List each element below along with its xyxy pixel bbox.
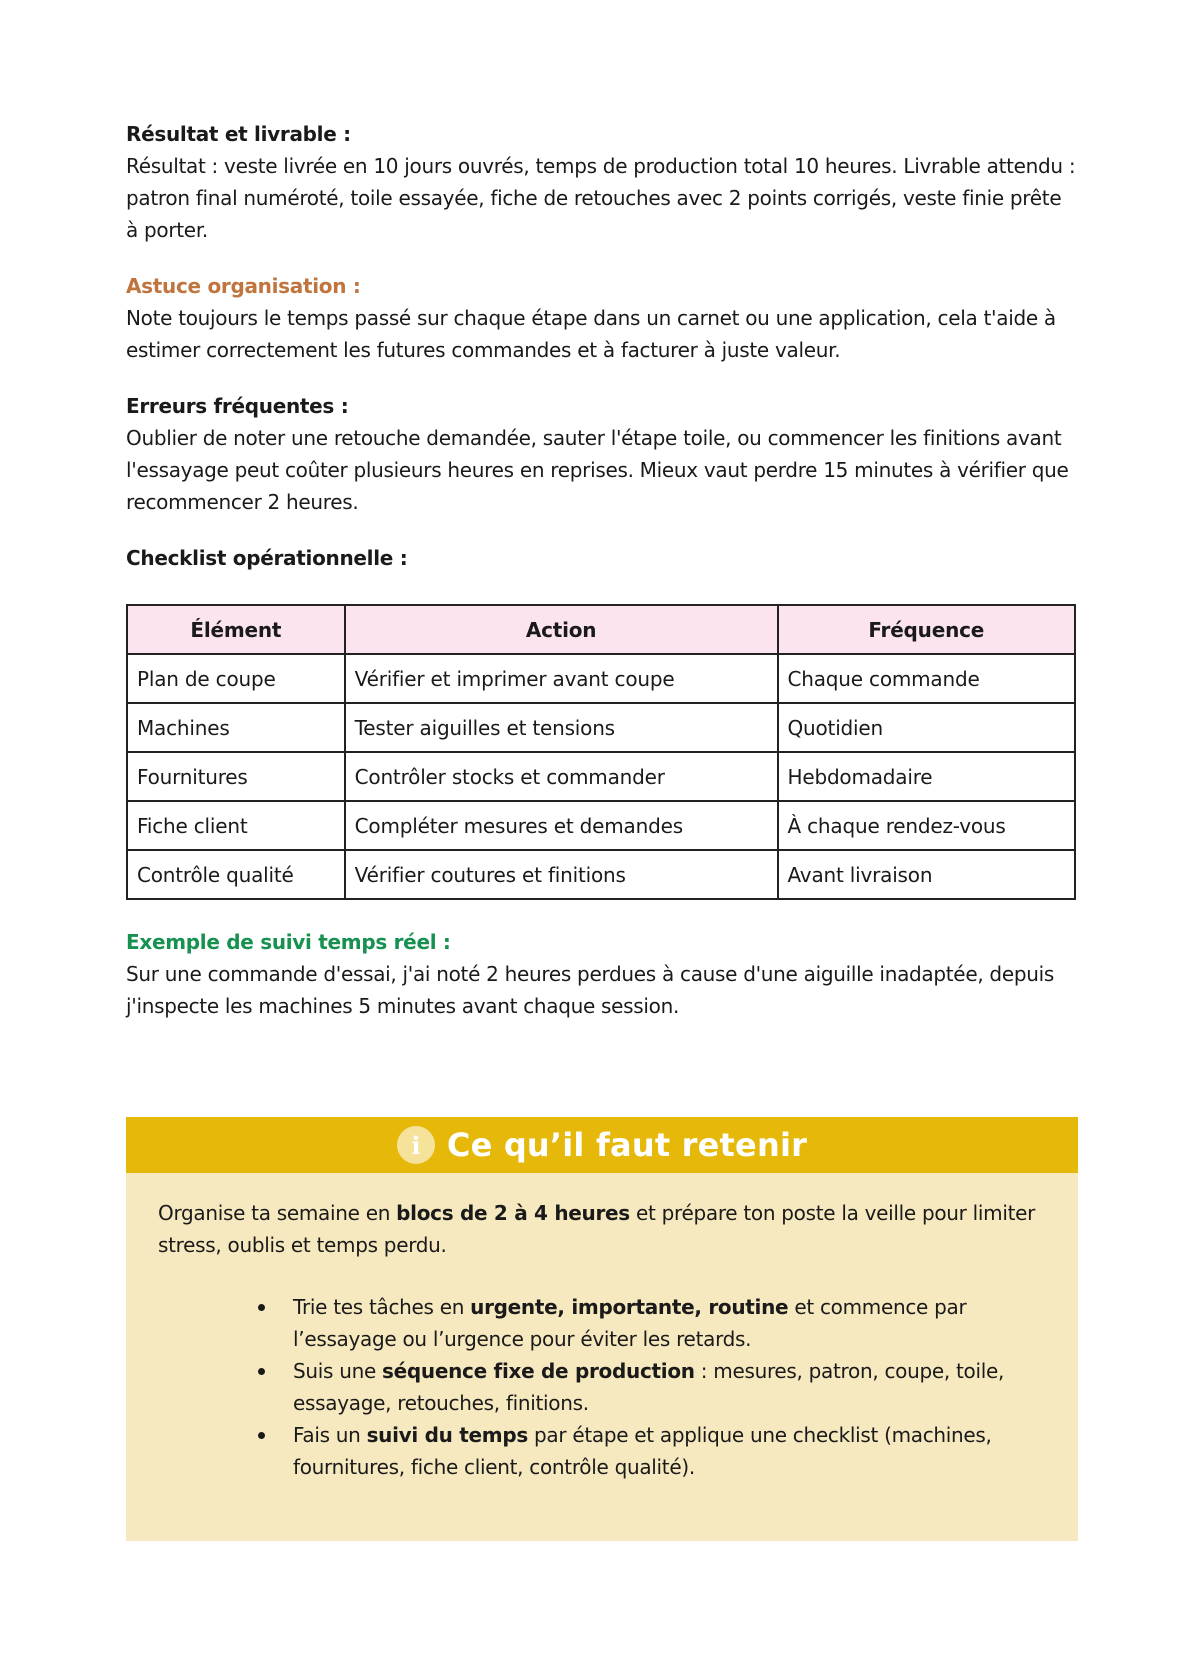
table-row — [127, 654, 1075, 703]
intro-bold: blocs de 2 à 4 heures — [396, 1201, 630, 1225]
point-text: : mesures, patron, coupe, toile, essayage, retouches, finitions. — [293, 1359, 1005, 1415]
point-text: et commence par l’essayage ou l’urgence pour éviter les retards. — [293, 1295, 967, 1351]
retenir-title: Ce qu’il faut retenir — [446, 1126, 808, 1164]
retenir-box — [126, 1117, 1078, 1541]
intro-text: et prépare ton poste la veille pour limiter stress, oublis et temps perdu. — [158, 1201, 1036, 1257]
checklist-section — [126, 542, 1076, 900]
resultat-text: Résultat : veste livrée en 10 jours ouvrés, temps de production total 10 heures. Livrable attendu : patron final numéroté, toile essayée, fiche de retouches avec 2 points corrigés, veste finie prête à porter. — [126, 154, 1076, 242]
astuce-text: Note toujours le temps passé sur chaque étape dans un carnet ou une application, cela t'aide à estimer correctement les futures commandes et à facturer à juste valeur. — [126, 306, 1056, 362]
list-item — [293, 1419, 1046, 1483]
astuce-section — [126, 270, 1076, 366]
retenir-header — [126, 1117, 1078, 1173]
table-row — [127, 752, 1075, 801]
erreurs-heading: Erreurs fréquentes : — [126, 394, 349, 418]
resultat-heading: Résultat et livrable : — [126, 122, 351, 146]
table-cell: Plan de coupe — [127, 654, 345, 703]
point-text: Trie tes tâches en — [293, 1295, 471, 1319]
column-header-element: Élément — [127, 605, 345, 654]
column-header-frequence: Fréquence — [778, 605, 1076, 654]
exemple-text: Sur une commande d'essai, j'ai noté 2 heures perdues à cause d'une aiguille inadaptée, depuis j'inspecte les machines 5 minutes avant chaque session. — [126, 962, 1054, 1018]
table-cell: Fiche client — [127, 801, 345, 850]
table-cell: À chaque rendez-vous — [778, 801, 1076, 850]
resultat-section — [126, 118, 1076, 246]
table-row — [127, 703, 1075, 752]
table-cell: Hebdomadaire — [778, 752, 1076, 801]
point-text: par étape et applique une checklist (machines, fournitures, fiche client, contrôle qualité). — [293, 1423, 992, 1479]
table-cell: Tester aiguilles et tensions — [345, 703, 778, 752]
table-cell: Vérifier coutures et finitions — [345, 850, 778, 899]
retenir-intro — [158, 1197, 1046, 1261]
table-cell: Vérifier et imprimer avant coupe — [345, 654, 778, 703]
exemple-heading: Exemple de suivi temps réel : — [126, 930, 451, 954]
table-cell: Contrôler stocks et commander — [345, 752, 778, 801]
checklist-table — [126, 604, 1076, 900]
table-cell: Fournitures — [127, 752, 345, 801]
retenir-body — [126, 1173, 1078, 1483]
table-row — [127, 850, 1075, 899]
erreurs-text: Oublier de noter une retouche demandée, sauter l'étape toile, ou commencer les finitions avant l'essayage peut coûter plusieurs heures en reprises. Mieux vaut perdre 15 minutes à vérifier que recommencer 2 heures. — [126, 426, 1069, 514]
list-item — [293, 1291, 1046, 1355]
erreurs-section — [126, 390, 1076, 518]
checklist-heading: Checklist opérationnelle : — [126, 546, 408, 570]
point-bold: suivi du temps — [366, 1423, 528, 1447]
point-text: Fais un — [293, 1423, 367, 1447]
table-row — [127, 801, 1075, 850]
list-item — [293, 1355, 1046, 1419]
table-cell: Chaque commande — [778, 654, 1076, 703]
point-bold: séquence fixe de production — [382, 1359, 695, 1383]
document-page — [126, 118, 1076, 1046]
info-icon: i — [397, 1126, 435, 1164]
table-cell: Compléter mesures et demandes — [345, 801, 778, 850]
table-cell: Contrôle qualité — [127, 850, 345, 899]
point-bold: urgente, importante, routine — [470, 1295, 789, 1319]
table-header-row — [127, 605, 1075, 654]
column-header-action: Action — [345, 605, 778, 654]
point-text: Suis une — [293, 1359, 383, 1383]
intro-text: Organise ta semaine en — [158, 1201, 397, 1225]
table-cell: Avant livraison — [778, 850, 1076, 899]
table-cell: Machines — [127, 703, 345, 752]
table-cell: Quotidien — [778, 703, 1076, 752]
astuce-heading: Astuce organisation : — [126, 274, 361, 298]
retenir-list — [158, 1291, 1046, 1483]
exemple-section — [126, 926, 1076, 1022]
